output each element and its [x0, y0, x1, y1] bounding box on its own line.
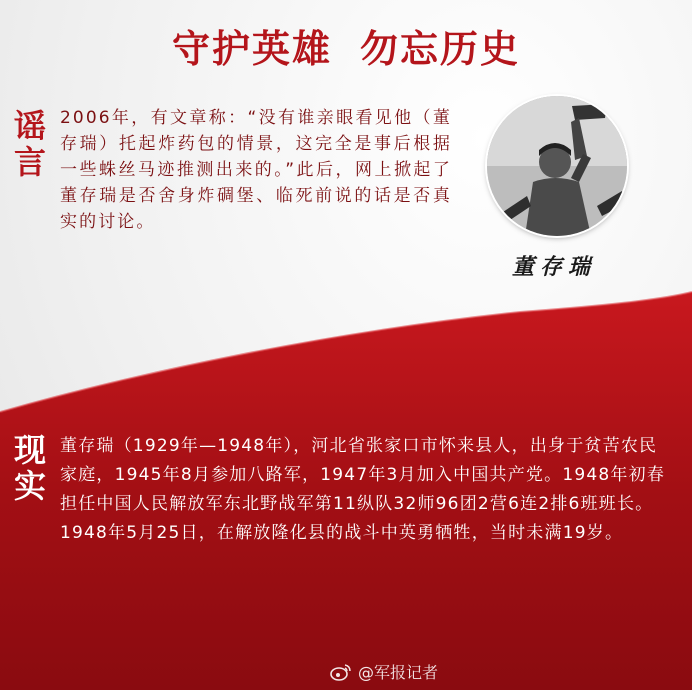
watermark-text: @军报记者: [358, 663, 439, 682]
title-part-2: 勿忘历史: [360, 26, 521, 71]
watermark: [330, 660, 438, 683]
portrait-name: 董存瑞: [512, 254, 597, 280]
fact-label: 现实: [13, 431, 46, 505]
page-title: [0, 18, 692, 73]
fact-text: 董存瑞（1929年—1948年），河北省张家口市怀来县人，出身于贫苦农民家庭，1945年8月参加八路军，1947年3月加入中国共产党。1948年初春担任中国人民解放军东北野战军第11纵队32师96团2营6连2排6班班长。1948年5月25日，在解放隆化县的战斗中英勇牺牲，当时未满19岁。: [60, 436, 666, 543]
rumor-text: 2006年，有文章称：“没有谁亲眼看见他（董存瑞）托起炸药包的情景，这完全是事后根据一些蛛丝马迹推测出来的。”此后，网上掀起了董存瑞是否舍身炸碉堡、临死前说的话是否真实的讨论。: [60, 108, 452, 232]
weibo-icon: [330, 663, 352, 681]
title-part-1: 守护英雄: [171, 26, 332, 71]
rumor-label: 谣言: [13, 107, 46, 181]
portrait-image: [487, 96, 627, 236]
